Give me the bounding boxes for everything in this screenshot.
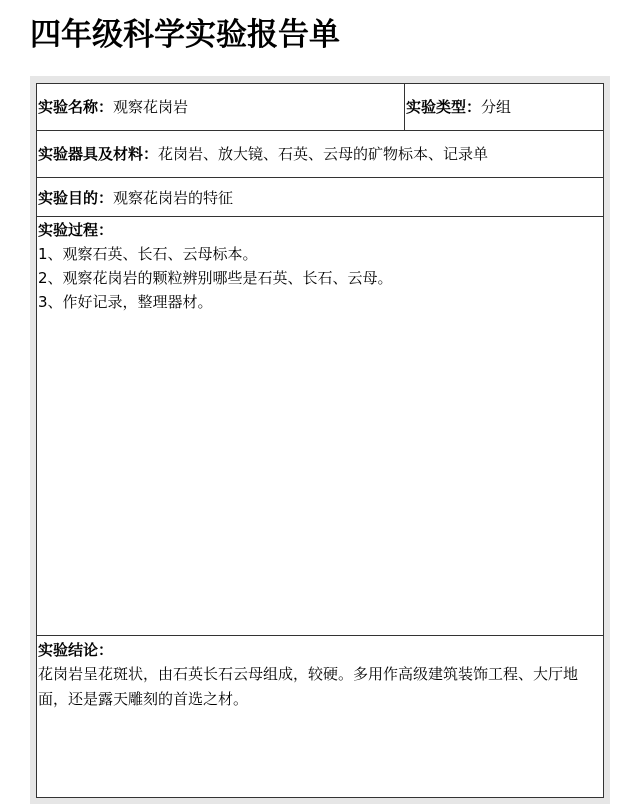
row-purpose (37, 178, 603, 217)
purpose-label: 实验目的： (38, 189, 114, 207)
conclusion-text: 花岗岩呈花斑状，由石英长石云母组成，较硬。多用作高级建筑装饰工程、大厅地面，还是露天雕刻的首选之材。 (38, 665, 579, 708)
experiment-name-label: 实验名称： (38, 98, 114, 116)
purpose-value: 观察花岗岩的特征 (113, 189, 234, 207)
process-step: 1、观察石英、长石、云母标本。 (38, 245, 258, 263)
row-name-type (37, 84, 603, 131)
page-title: 四年级科学实验报告单 (30, 17, 340, 53)
experiment-type-value: 分组 (481, 98, 512, 116)
report-table (36, 83, 604, 798)
materials-label: 实验器具及材料： (38, 145, 159, 163)
purpose-cell (38, 187, 233, 209)
materials-value: 花岗岩、放大镜、石英、云母的矿物标本、记录单 (158, 145, 489, 163)
row-conclusion (37, 636, 603, 797)
process-step: 3、作好记录，整理器材。 (38, 293, 213, 311)
experiment-type-cell (406, 96, 511, 118)
experiment-name-cell (38, 96, 188, 118)
row-materials (37, 131, 603, 178)
experiment-name-value: 观察花岗岩 (113, 98, 189, 116)
materials-cell (38, 143, 488, 165)
process-label: 实验过程： (38, 221, 114, 239)
row-process (37, 217, 603, 636)
conclusion-label: 实验结论： (38, 641, 114, 659)
experiment-type-label: 实验类型： (406, 98, 482, 116)
process-step: 2、观察花岗岩的颗粒辨别哪些是石英、长石、云母。 (38, 269, 393, 287)
column-divider (404, 84, 405, 130)
